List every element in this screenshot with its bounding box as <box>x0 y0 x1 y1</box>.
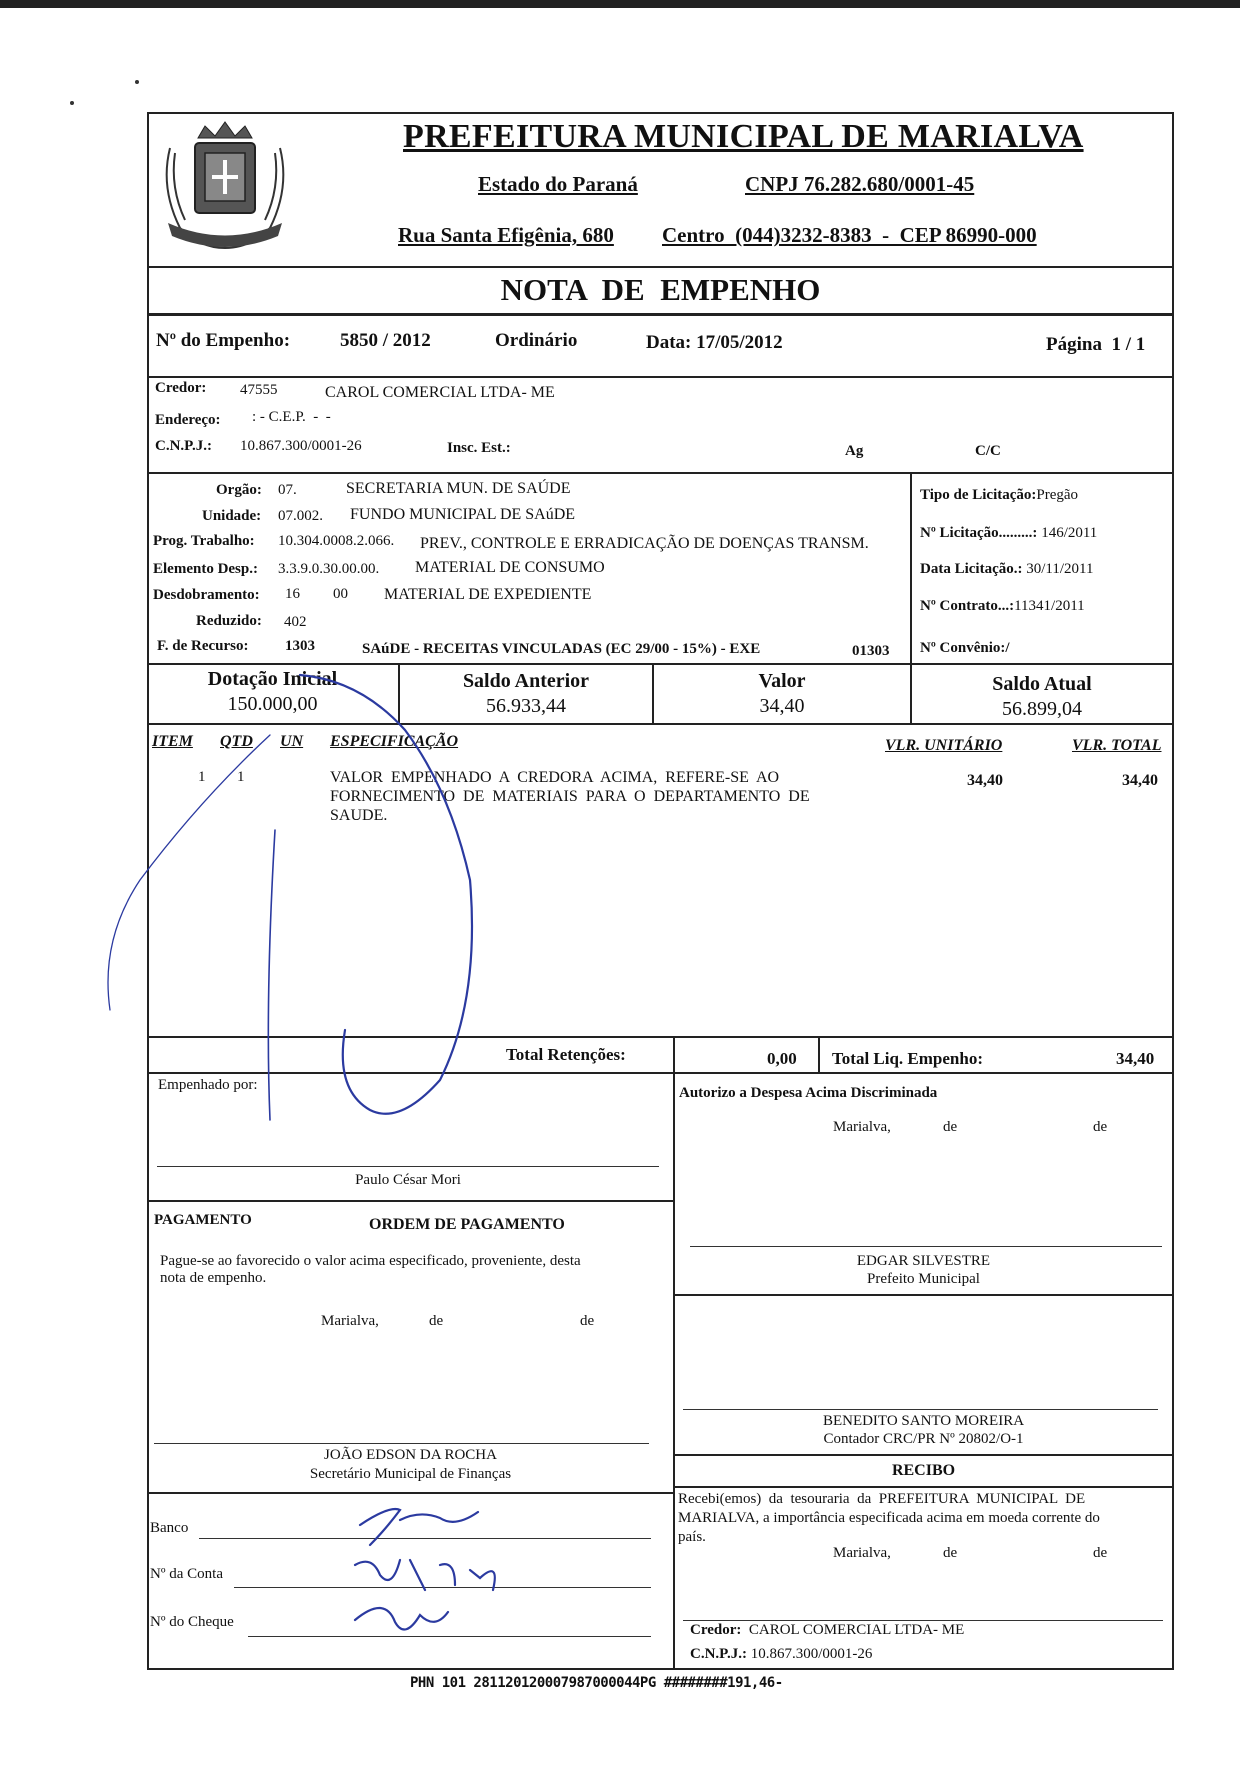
empenhado-label: Empenhado por: <box>158 1077 258 1093</box>
prog-name: PREV., CONTROLE E ERRADICAÇÃO DE DOENÇAS TRANSM. <box>420 535 869 552</box>
secretario-name: JOÃO EDSON DA ROCHA <box>324 1447 497 1463</box>
valor-label: Valor <box>758 670 806 692</box>
divider <box>818 1036 820 1072</box>
desd-label: Desdobramento: <box>153 587 260 603</box>
empenho-type: Ordinário <box>495 330 578 351</box>
recurso-label: F. de Recurso: <box>157 638 249 654</box>
recibo-de2: de <box>1093 1545 1108 1561</box>
secretario-role: Secretário Municipal de Finanças <box>309 1466 512 1482</box>
row-spec-line3: SAUDE. <box>330 807 388 824</box>
col-qtd: QTD <box>220 733 253 750</box>
num-value: 146/2011 <box>1041 525 1098 541</box>
cc-label: C/C <box>975 443 1001 459</box>
atual-label: Saldo Atual <box>992 673 1092 695</box>
empenho-label: Nº do Empenho: <box>156 330 291 351</box>
recibo-cnpj-label: C.N.P.J.: <box>690 1646 747 1662</box>
divider <box>674 1294 1174 1296</box>
signature-line <box>683 1620 1163 1621</box>
desd-code1: 16 <box>285 586 300 602</box>
dotacao-label: Dotação Inicial <box>207 668 338 690</box>
convenio-label: Nº Convênio:/ <box>920 640 1010 656</box>
signature-line <box>690 1246 1162 1247</box>
divider <box>147 723 1174 725</box>
col-spec: ESPECIFICAÇÃO <box>330 733 459 750</box>
licitacao-tipo <box>920 487 1078 504</box>
liq-value: 34,40 <box>1116 1049 1155 1068</box>
banco-label: Banco <box>150 1520 189 1536</box>
state-name: Estado do Paraná <box>478 172 638 196</box>
row-spec-line1: VALOR EMPENHADO A CREDORA ACIMA, REFERE-SE AO <box>330 769 780 786</box>
recibo-label: RECIBO <box>891 1462 956 1479</box>
page-number: Página 1 / 1 <box>1046 334 1146 355</box>
col-unit: VLR. UNITÁRIO <box>885 737 1003 754</box>
elem-label: Elemento Desp.: <box>153 561 258 577</box>
ag-label: Ag <box>845 443 864 459</box>
empenho-number: 5850 / 2012 <box>340 330 431 351</box>
empenho-date: Data: 17/05/2012 <box>646 332 783 353</box>
divider <box>147 376 1174 378</box>
divider <box>147 1200 674 1202</box>
cheque-label: Nº do Cheque <box>150 1614 234 1630</box>
recibo-de1: de <box>943 1545 958 1561</box>
reduzido-label: Reduzido: <box>196 613 262 629</box>
contrato-label: Nº Contrato...: <box>920 598 1015 614</box>
reduzido-value: 402 <box>284 614 307 630</box>
recibo-city: Marialva, <box>833 1545 891 1561</box>
contador-role: Contador CRC/PR Nº 20802/O-1 <box>823 1431 1024 1447</box>
recibo-line1: Recebi(emos) da tesouraria da PREFEITURA MUNICIPAL DE <box>678 1491 1086 1507</box>
tipo-value: Pregão <box>1036 487 1079 503</box>
cheque-line <box>248 1636 651 1637</box>
divider <box>147 663 1174 665</box>
tipo-label: Tipo de Licitação: <box>920 487 1037 503</box>
footer-code: PHN 101 281120120007987000044PG ########191,46- <box>410 1675 783 1691</box>
recibo-line2: MARIALVA, a importância especificada acima em moeda corrente do <box>678 1510 1100 1526</box>
retencoes-label: Total Retenções: <box>506 1045 626 1064</box>
pagamento-de2: de <box>580 1313 595 1329</box>
banco-line <box>199 1538 651 1539</box>
divider <box>147 1036 1174 1038</box>
recibo-line3: país. <box>678 1529 706 1545</box>
anterior-value: 56.933,44 <box>486 695 566 717</box>
num-label: Nº Licitação.........: <box>920 525 1038 541</box>
desd-code2: 00 <box>333 586 348 602</box>
autorizo-de1: de <box>943 1119 958 1135</box>
col-item: ITEM <box>152 733 193 750</box>
divider <box>673 1036 675 1072</box>
recurso-name: SAúDE - RECEITAS VINCULADAS (EC 29/00 - 15%) - EXE <box>362 641 761 657</box>
signature-line <box>683 1409 1158 1410</box>
elem-name: MATERIAL DE CONSUMO <box>415 559 605 576</box>
col-total: VLR. TOTAL <box>1072 737 1162 754</box>
cnpj-label: C.N.P.J.: <box>155 438 212 454</box>
conta-line <box>234 1587 651 1588</box>
org-cnpj: CNPJ 76.282.680/0001-45 <box>745 172 975 196</box>
recurso-code2: 01303 <box>852 643 890 659</box>
anterior-label: Saldo Anterior <box>462 670 590 692</box>
contrato-value: 11341/2011 <box>1014 598 1085 614</box>
licitacao-data <box>920 561 1093 578</box>
orgao-name: SECRETARIA MUN. DE SAÚDE <box>346 480 571 497</box>
org-contact: Centro (044)3232-8383 - CEP 86990-000 <box>662 223 1037 247</box>
divider <box>147 1492 674 1494</box>
credor-name: CAROL COMERCIAL LTDA- ME <box>325 384 555 401</box>
recurso-code: 1303 <box>285 638 315 654</box>
org-title: PREFEITURA MUNICIPAL DE MARIALVA <box>403 118 1084 155</box>
licitacao-contrato <box>920 598 1085 615</box>
prefeito-role: Prefeito Municipal <box>867 1271 980 1287</box>
crest-logo <box>150 108 300 258</box>
divider <box>673 1072 675 1670</box>
signature-line <box>157 1166 659 1167</box>
unidade-code: 07.002. <box>278 508 323 524</box>
pagamento-city: Marialva, <box>321 1313 379 1329</box>
row-item: 1 <box>198 769 206 785</box>
scan-top-edge <box>0 0 1240 8</box>
credor-label: Credor: <box>155 380 207 396</box>
recibo-cnpj <box>690 1646 872 1663</box>
prog-label: Prog. Trabalho: <box>153 533 255 549</box>
unidade-name: FUNDO MUNICIPAL DE SAúDE <box>350 506 576 523</box>
pagamento-de1: de <box>429 1313 444 1329</box>
doc-title: NOTA DE EMPENHO <box>500 272 821 307</box>
autorizo-label: Autorizo a Despesa Acima Discriminada <box>679 1085 938 1101</box>
ordem-label: ORDEM DE PAGAMENTO <box>369 1216 565 1233</box>
pague-line2: nota de empenho. <box>160 1270 267 1286</box>
unidade-label: Unidade: <box>202 508 262 524</box>
recibo-cnpj-value: 10.867.300/0001-26 <box>750 1646 873 1662</box>
scan-dot <box>70 101 74 105</box>
credor-code: 47555 <box>240 382 278 398</box>
divider <box>147 472 1174 474</box>
recibo-credor <box>690 1622 964 1639</box>
orgao-code: 07. <box>278 482 297 498</box>
contador-name: BENEDITO SANTO MOREIRA <box>822 1413 1025 1429</box>
cnpj-value: 10.867.300/0001-26 <box>240 438 362 454</box>
data-value: 30/11/2011 <box>1026 561 1094 577</box>
autorizo-city: Marialva, <box>833 1119 891 1135</box>
prefeito-name: EDGAR SILVESTRE <box>856 1253 991 1269</box>
liq-label: Total Liq. Empenho: <box>832 1049 983 1068</box>
recibo-credor-name: CAROL COMERCIAL LTDA- ME <box>748 1622 965 1638</box>
insc-label: Insc. Est.: <box>447 440 511 456</box>
elem-code: 3.3.9.0.30.00.00. <box>278 561 380 577</box>
orgao-label: Orgão: <box>216 482 262 498</box>
signature-line <box>154 1443 649 1444</box>
col-un: UN <box>280 733 304 750</box>
licitacao-num <box>920 525 1097 542</box>
address-value: : - C.E.P. - - <box>252 409 331 425</box>
divider <box>674 1486 1174 1488</box>
recibo-credor-label: Credor: <box>690 1622 742 1638</box>
autorizo-de2: de <box>1093 1119 1108 1135</box>
valor-value: 34,40 <box>759 695 805 717</box>
row-unit: 34,40 <box>967 772 1003 789</box>
desd-name: MATERIAL DE EXPEDIENTE <box>384 586 592 603</box>
data-label: Data Licitação.: <box>920 561 1023 577</box>
conta-label: Nº da Conta <box>150 1566 223 1582</box>
empenhado-name: Paulo César Mori <box>355 1172 461 1188</box>
org-street: Rua Santa Efigênia, 680 <box>398 223 614 247</box>
divider <box>147 313 1174 316</box>
divider <box>147 1072 1174 1074</box>
retencoes-value: 0,00 <box>767 1049 797 1068</box>
row-total: 34,40 <box>1122 772 1158 789</box>
row-qtd: 1 <box>237 769 245 785</box>
atual-value: 56.899,04 <box>1002 698 1082 720</box>
divider <box>674 1454 1174 1456</box>
pagamento-label: PAGAMENTO <box>154 1212 252 1228</box>
address-label: Endereço: <box>155 412 221 428</box>
prog-code: 10.304.0008.2.066. <box>278 533 395 549</box>
row-spec-line2: FORNECIMENTO DE MATERIAIS PARA O DEPARTAMENTO DE <box>330 788 810 805</box>
scan-dot <box>135 80 139 84</box>
pague-line1: Pague-se ao favorecido o valor acima especificado, proveniente, desta <box>160 1253 581 1269</box>
dotacao-value: 150.000,00 <box>227 693 318 715</box>
